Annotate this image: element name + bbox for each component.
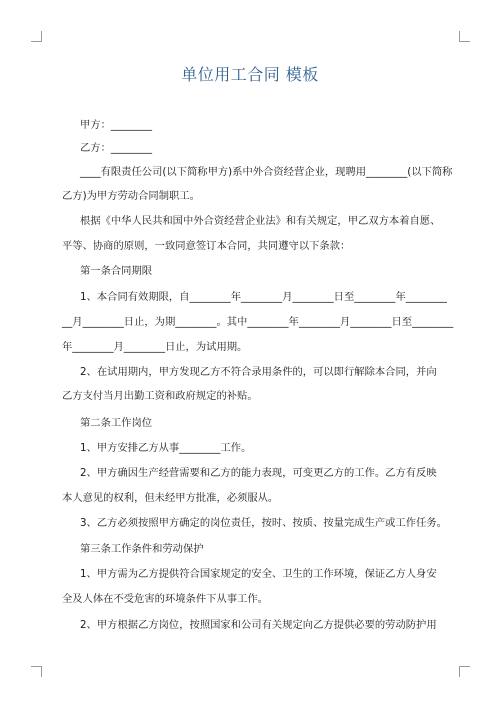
corner-mark-bottom-right xyxy=(459,666,470,677)
paragraph-line: 2、甲方确因生产经营需要和乙方的能力表现，可变更乙方的工作。乙方有反映 xyxy=(80,467,437,479)
paragraph-line: __月________日止，为期________。其中________年________月________日至________ xyxy=(62,316,454,328)
party-b-line: 乙方：________ xyxy=(80,142,153,154)
paragraph-line: 2、在试用期内，甲方发现乙方不符合录用条件的，可以即行解除本合同，并向 xyxy=(80,366,437,378)
paragraph-line: 乙方支付当月出勤工资和政府规定的补贴。 xyxy=(62,390,258,402)
paragraph-line: 2、甲方根据乙方岗位，按照国家和公司有关规定向乙方提供必要的劳动防护用 xyxy=(80,619,437,631)
paragraph-line: 年________月________日止，为试用期。 xyxy=(62,341,248,353)
paragraph-line: 3、乙方必须按照甲方确定的岗位责任，按时、按质、按量完成生产或工作任务。 xyxy=(80,517,447,529)
paragraph-line: 全及人体在不受危害的环境条件下从事工作。 xyxy=(62,593,268,605)
section-heading: 第三条工作条件和劳动保护 xyxy=(80,543,204,555)
paragraph-line: 1、甲方安排乙方从事________工作。 xyxy=(80,442,252,454)
paragraph-line: 乙方)为甲方劳动合同制职工。 xyxy=(62,190,200,202)
paragraph-line: ____有限责任公司(以下简称甲方)系中外合资经营企业，现聘用________(以下简称 xyxy=(80,166,453,178)
section-heading: 第一条合同期限 xyxy=(80,265,153,277)
section-heading: 第二条工作岗位 xyxy=(80,417,153,429)
paragraph-line: 平等、协商的原则，一致同意签订本合同，共同遵守以下条款： xyxy=(62,240,351,252)
paragraph-line: 1、甲方需为乙方提供符合国家规定的安全、卫生的工作环境，保证乙方人身安 xyxy=(80,568,437,580)
paragraph-line: 本人意见的权利，但未经甲方批准，必须服从。 xyxy=(62,492,279,504)
corner-mark-top-left xyxy=(31,31,42,42)
paragraph-line: 根据《中华人民共和国中外合资经营企业法》和有关规定，甲乙双方本着自愿、 xyxy=(80,215,441,227)
corner-mark-top-right xyxy=(459,31,470,42)
party-a-line: 甲方：________ xyxy=(80,119,153,131)
document-title: 单位用工合同 模板 xyxy=(181,65,319,84)
paragraph-line: 1、本合同有效期限，自________年________月________日至________年________ xyxy=(80,291,447,303)
corner-mark-bottom-left xyxy=(31,666,42,677)
